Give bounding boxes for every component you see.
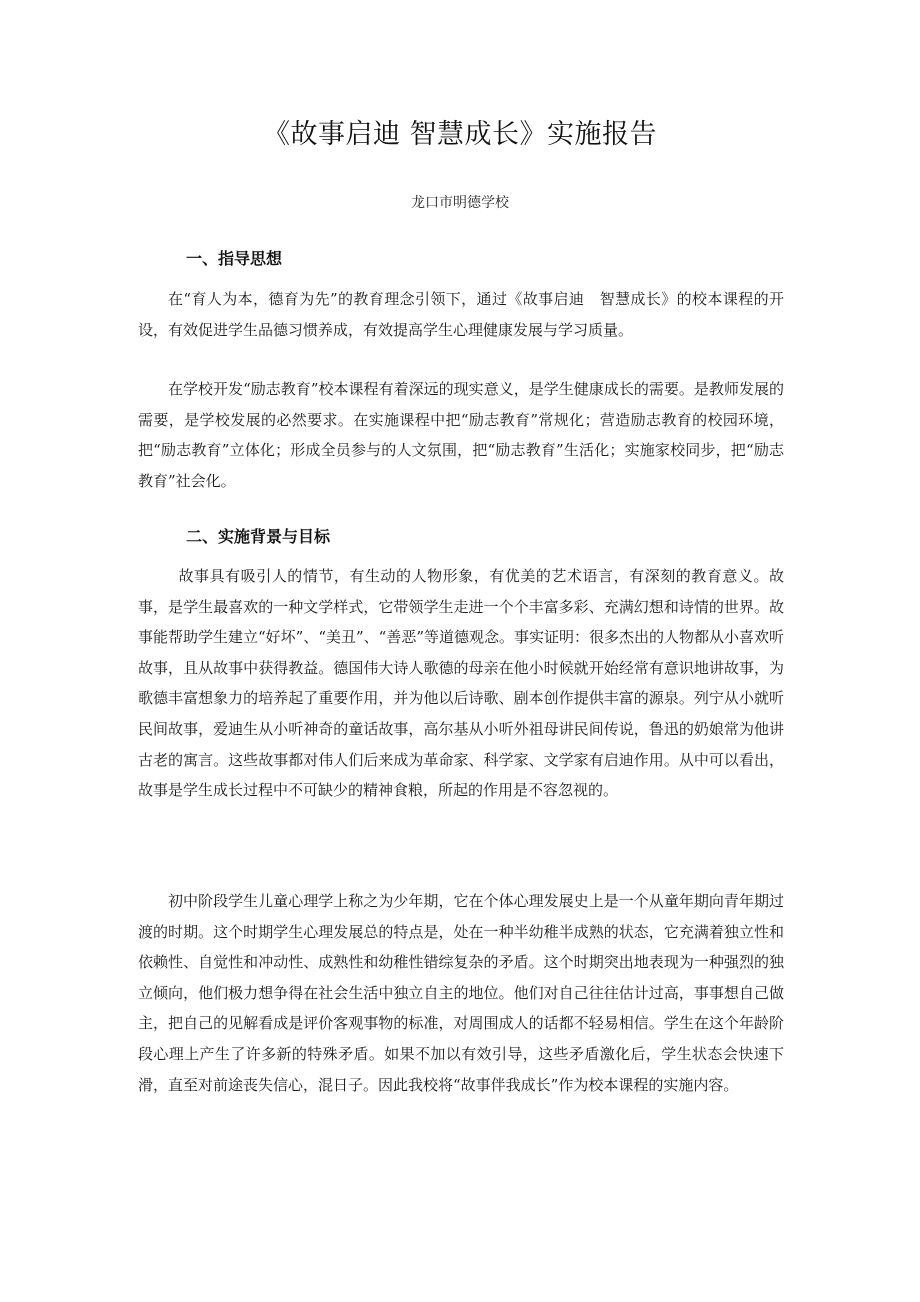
document-title: 《故事启迪 智慧成长》实施报告 — [262, 119, 658, 150]
section-heading-guiding-ideology: 一、指导思想 — [186, 249, 283, 268]
school-name: 龙口市明德学校 — [411, 195, 509, 211]
paragraph: 在“育人为本，德育为先”的教育理念引领下，通过《故事启迪 智慧成长》的校本课程的开设，有效促进学生品德习惯养成，有效提高学生心理健康发展与学习质量。 — [138, 290, 784, 339]
paragraph: 在学校开发“励志教育”校本课程有着深远的现实意义，是学生健康成长的需要。是教师发展的需要，是学校发展的必然要求。在实施课程中把“励志教育”常规化；营造励志教育的校园环境，把“励志教育”立体化；形成全员参与的人文氛围，把“励志教育”生活化；实施家校同步，把“励志教育”社会化。 — [138, 380, 784, 490]
section-heading-background-goals: 二、实施背景与目标 — [186, 527, 331, 546]
paragraph: 初中阶段学生儿童心理学上称之为少年期，它在个体心理发展史上是一个从童年期向青年期过渡的时期。这个时期学生心理发展总的特点是，处在一种半幼稚半成熟的状态，它充满着独立性和依赖性、自觉性和冲动性、成熟性和幼稚性错综复杂的矛盾。这个时期突出地表现为一种强烈的独立倾向，他们极力想争得在社会生活中独立自主的地位。他们对自己往往估计过高，事事想自己做主，把自己的见解看成是评价客观事物的标准，对周围成人的话都不轻易相信。学生在这个年龄阶段心理上产生了许多新的特殊矛盾。如果不加以有效引导，这些矛盾激化后，学生状态会快速下滑，直至对前途丧失信心，混日子。因此我校将“故事伴我成长”作为校本课程的实施内容。 — [138, 892, 784, 1094]
paragraph: 故事具有吸引人的情节，有生动的人物形象，有优美的艺术语言，有深刻的教育意义。故事，是学生最喜欢的一种文学样式，它带领学生走进一个个丰富多彩、充满幻想和诗情的世界。故事能帮助学生建立“好坏”、“美丑”、“善恶”等道德观念。事实证明：很多杰出的人物都从小喜欢听故事，且从故事中获得教益。德国伟大诗人歌德的母亲在他小时候就开始经常有意识地讲故事，为歌德丰富想象力的培养起了重要作用，并为他以后诗歌、剧本创作提供丰富的源泉。列宁从小就听民间故事，爱迪生从小听神奇的童话故事，高尔基从小听外祖母讲民间传说，鲁迅的奶娘常为他讲古老的寓言。这些故事都对伟人们后来成为革命家、科学家、文学家有启迪作用。从中可以看出，故事是学生成长过程中不可缺少的精神食粮，所起的作用是不容忽视的。 — [138, 567, 785, 800]
